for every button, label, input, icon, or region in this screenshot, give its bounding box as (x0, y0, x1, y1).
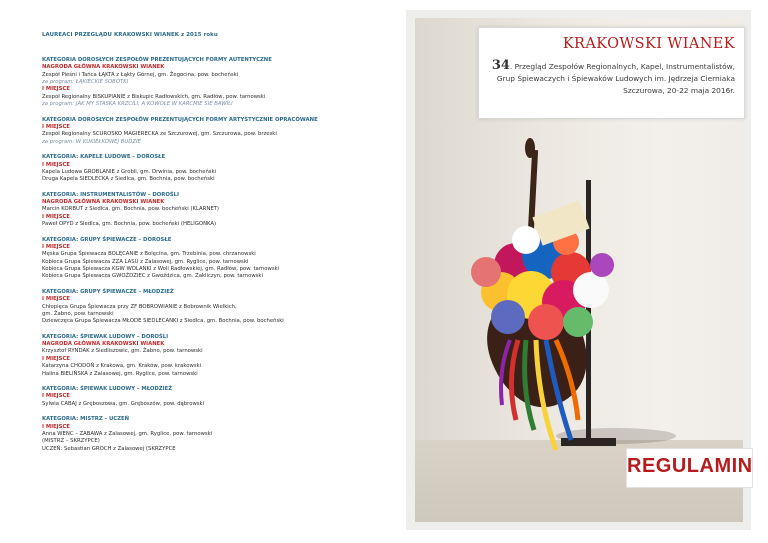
award-label: I MIEJSCE (42, 86, 70, 93)
award-label: I MIEJSCE (42, 423, 70, 430)
category-section (42, 386, 377, 408)
category-section (42, 416, 377, 453)
laureate-line: Marcin KORBUT z Siedlca, gm. Bochnia, pow. bocheński (KLARNET) (42, 206, 219, 213)
award-label: I MIEJSCE (42, 296, 70, 303)
laureate-line: Zespół Regionalny BISKUPIANIE z Biskupic Radłowskich, gm. Radłów, pow. tarnowski (42, 93, 266, 100)
laureate-line: Kobieca Grupa Śpiewacza ZZA LASU z Zalasowej, gm. Ryglice, pow. tarnowski (42, 258, 249, 265)
category-heading: KATEGORIA: MISTRZ – UCZEŃ (42, 416, 130, 423)
category-section (42, 334, 377, 378)
regulamin-box (626, 448, 753, 488)
category-section (42, 154, 377, 183)
award-label: I MIEJSCE (42, 393, 70, 400)
program-line: za program: ŁĄKIECKIE SOBÓTKI (42, 79, 129, 86)
award-label: NAGRODA GŁÓWNA KRAKOWSKI WIANEK (42, 64, 165, 71)
category-heading: KATEGORIA: ŚPIEWAK LUDOWY – MŁODZIEŻ (42, 386, 173, 393)
laureate-line: Anna WENC – ZABAWA z Zalasowej, gm. Ryglice, pow. tarnowski (42, 430, 213, 437)
laureate-line: (MISTRZ – SKRZYPCE) (42, 438, 100, 445)
festival-subtitle (483, 60, 735, 97)
laureate-line: Kobieca Grupa Śpiewacza KGW WOLANKI z Woli Radłowskiej, gm. Radłów, pow. tarnowski (42, 266, 280, 272)
award-label: I MIEJSCE (42, 243, 70, 250)
award-label: NAGRODA GŁÓWNA KRAKOWSKI WIANEK (42, 341, 165, 348)
left-page (0, 0, 382, 543)
category-heading: KATEGORIA: ŚPIEWAK LUDOWY – DOROŚLI (42, 333, 169, 340)
laureate-line: Paweł OPYD z Siedlca, gm. Bochnia, pow. bocheński (HELIGONKA) (42, 221, 217, 228)
regulamin-label: REGULAMIN (627, 455, 753, 477)
festival-title: KRAKOWSKI WIANEK (562, 36, 735, 52)
laureate-line: UCZEŃ: Sebastian GROCH z Zalasowej (SKRZYPCE (42, 445, 176, 452)
laureate-line: Męska Grupa Śpiewacza BOLĘCANIE z Bolęcina, gm. Trzebinia, pow. chrzanowski (42, 251, 256, 258)
edition-number: 34 (491, 58, 510, 73)
laureate-line: Kobieca Grupa Śpiewacza GWOŹDZIEC z Gwoździca, gm. Zakliczyn, pow. tarnowski (42, 273, 263, 280)
laureate-line: Zespół Regionalny SCUROSKO MAGIERECKA ze Szczurowej, gm. Szczurowa, pow. brzeski (42, 131, 277, 138)
laureates-list (42, 57, 377, 461)
laureate-line: Chłopięca Grupa Śpiewacza przy ZF BOBROWIANIE z Bobrownik Wielkich, (42, 303, 237, 310)
award-label: I MIEJSCE (42, 213, 70, 220)
category-section (42, 289, 377, 326)
violin-scroll (525, 138, 535, 158)
category-section (42, 192, 377, 229)
category-heading: KATEGORIA: GRUPY ŚPIEWACZE – DOROSŁE (42, 236, 172, 243)
laureate-line: Zespół Pieśni i Tańca ŁĄKTA z Łąkty Górnej, gm. Żegocina, pow. bocheński (42, 71, 239, 78)
laureate-line: Halina BIELIŃSKA z Zalasowej, gm. Ryglice, pow. tarnowski (42, 370, 198, 377)
category-heading: KATEGORIA DOROSŁYCH ZESPOŁÓW PREZENTUJĄCYCH FORMY ARTYSTYCZNIE OPRACOWANE (42, 116, 318, 123)
laureate-line: gm. Żabno, pow. tarnowski (42, 310, 114, 317)
subtitle-line-1: . Przegląd Zespołów Regionalnych, Kapel, Instrumentalistów, (509, 62, 735, 71)
category-heading: KATEGORIA: KAPELE LUDOWE – DOROSŁE (42, 154, 166, 161)
laureate-line: Dziewczęca Grupa Śpiewacza MŁODE SIEDLECANKI z Siedlca, gm. Bochnia, pow. bocheński (42, 318, 284, 325)
award-label: I MIEJSCE (42, 161, 70, 168)
laureate-line: Krzysztof RYNDAK z Siedliszowic, gm. Żabno, pow. tarnowski (42, 348, 203, 355)
laureate-line: Kapela Ludowa GROBLANIE z Grobli, gm. Drwinia, pow. bocheński (42, 168, 217, 175)
right-page (383, 0, 768, 543)
category-heading: KATEGORIA: GRUPY ŚPIEWACZE – MŁODZIEŻ (42, 288, 174, 295)
title-box (478, 27, 745, 119)
award-label: I MIEJSCE (42, 355, 70, 362)
subtitle-line-3: Szczurowa, 20-22 maja 2016r. (623, 86, 735, 95)
laureate-line: Druga Kapela SIEDLECKA z Siedlca, gm. Bochnia, pow. bocheński (42, 176, 215, 183)
category-section (42, 57, 377, 108)
category-section (42, 237, 377, 281)
award-label: I MIEJSCE (42, 123, 70, 130)
category-heading: KATEGORIA DOROSŁYCH ZESPOŁÓW PREZENTUJĄCYCH FORMY AUTENTYCZNE (42, 57, 272, 63)
laureate-line: Sylwia CABAJ z Gręboszowa, gm. Gręboszów, pow. dąbrowski (42, 400, 205, 407)
category-heading: KATEGORIA: INSTRUMENTALISTÓW – DOROŚLI (42, 191, 180, 198)
wreath-tag (532, 200, 589, 245)
category-section (42, 117, 377, 146)
program-line: za program: JAK MY STASKA KRZCILI, A KOWOLE W KARCMIE SIE BAWILI (42, 101, 233, 108)
laureate-line: Katarzyna CHODOŃ z Krakowa, gm. Kraków, pow. krakowski (42, 363, 202, 370)
subtitle-line-2: Grup Śpiewaczych i Śpiewaków Ludowych im. Jędrzeja Cierniaka (496, 74, 735, 83)
award-label: NAGRODA GŁÓWNA KRAKOWSKI WIANEK (42, 199, 165, 206)
laureates-header: LAUREACI PRZEGLĄDU KRAKOWSKI WIANEK z 2015 roku (42, 32, 218, 38)
program-line: za program: W KUKIEŁKOWEJ BUDZIE (42, 138, 141, 145)
